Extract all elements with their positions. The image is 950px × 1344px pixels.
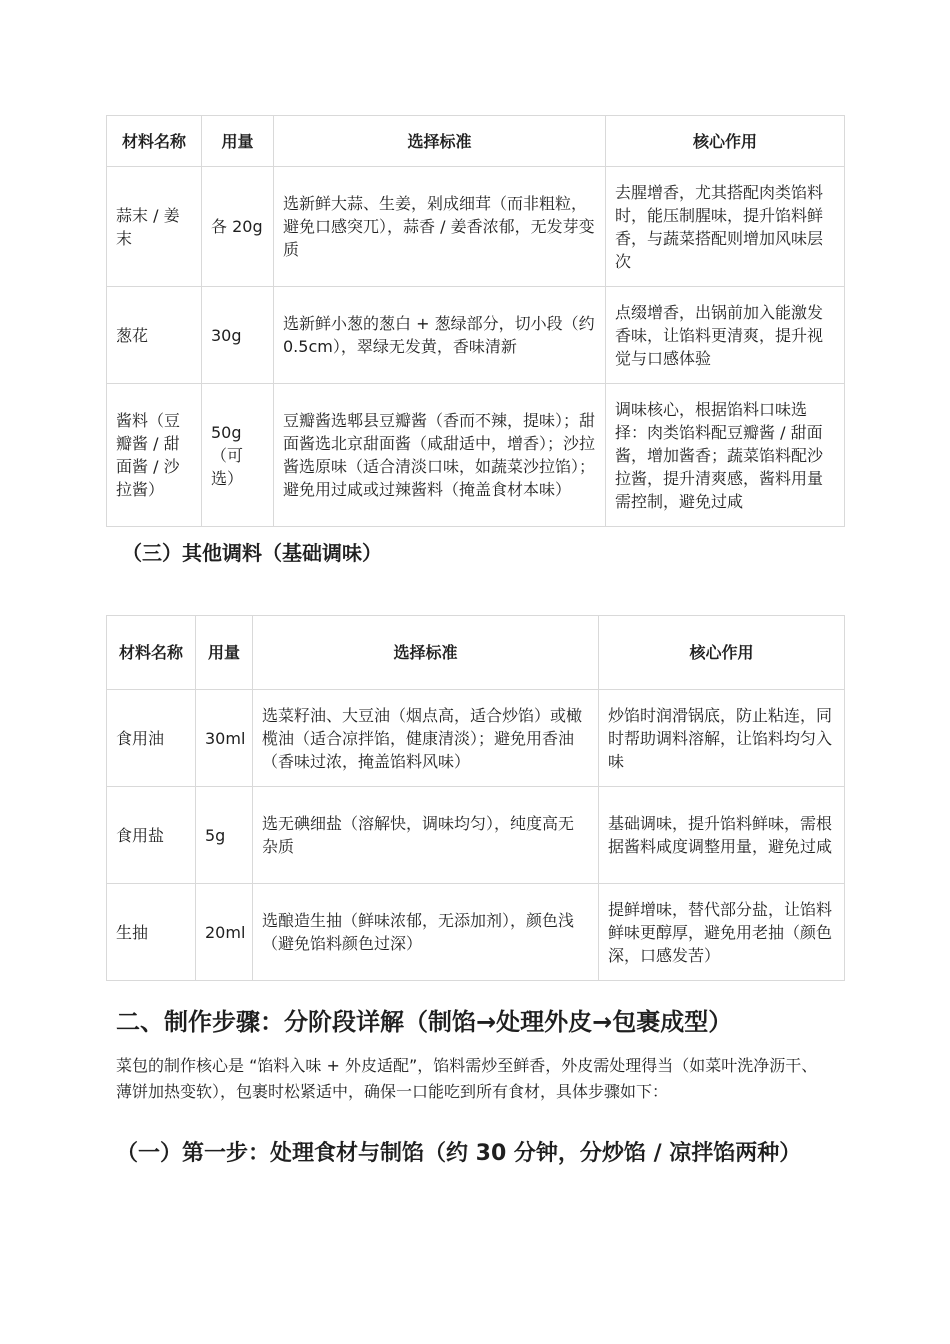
criteria-cell: 选无碘细盐（溶解快，调味均匀），纯度高无杂质 <box>253 787 599 884</box>
role-cell: 调味核心，根据馅料口味选择：肉类馅料配豆瓣酱 / 甜面酱，增加酱香；蔬菜馅料配沙拉酱，提升清爽感，酱料用量需控制，避免过咸 <box>606 384 845 527</box>
role-cell: 炒馅时润滑锅底，防止粘连，同时帮助调料溶解，让馅料均匀入味 <box>599 690 845 787</box>
amount-cell: 30g <box>202 287 274 384</box>
table-header-row <box>107 616 845 690</box>
amount-cell: 50g（可选） <box>202 384 274 527</box>
section-paragraph: 菜包的制作核心是 “馅料入味 + 外皮适配”，馅料需炒至鲜香，外皮需处理得当（如菜叶洗净沥干、薄饼加热变软），包裹时松紧适中，确保一口能吃到所有食材，具体步骤如下： <box>116 1056 818 1101</box>
table-row <box>107 287 845 384</box>
table-row <box>107 690 845 787</box>
amount-cell: 各 20g <box>202 167 274 287</box>
material-name-cell: 生抽 <box>107 884 196 981</box>
role-cell: 去腥增香，尤其搭配肉类馅料时，能压制腥味，提升馅料鲜香，与蔬菜搭配则增加风味层次 <box>606 167 845 287</box>
table-row <box>107 167 845 287</box>
criteria-cell: 选酿造生抽（鲜味浓郁，无添加剂），颜色浅（避免馅料颜色过深） <box>253 884 599 981</box>
table-row <box>107 884 845 981</box>
column-header: 用量 <box>202 116 274 167</box>
criteria-cell: 选新鲜大蒜、生姜，剁成细茸（而非粗粒，避免口感突兀），蒜香 / 姜香浓郁，无发芽变质 <box>274 167 606 287</box>
role-cell: 基础调味，提升馅料鲜味，需根据酱料咸度调整用量，避免过咸 <box>599 787 845 884</box>
column-header: 材料名称 <box>107 116 202 167</box>
criteria-cell: 选菜籽油、大豆油（烟点高，适合炒馅）或橄榄油（适合凉拌馅，健康清淡）；避免用香油（香味过浓，掩盖馅料风味） <box>253 690 599 787</box>
column-header: 用量 <box>196 616 253 690</box>
criteria-cell: 选新鲜小葱的葱白 + 葱绿部分，切小段（约 0.5cm），翠绿无发黄，香味清新 <box>274 287 606 384</box>
column-header: 选择标准 <box>253 616 599 690</box>
table-row <box>107 384 845 527</box>
material-name-cell: 蒜末 / 姜末 <box>107 167 202 287</box>
column-header: 核心作用 <box>606 116 845 167</box>
column-header: 选择标准 <box>274 116 606 167</box>
section-heading: （三）其他调料（基础调味） <box>122 541 382 565</box>
amount-cell: 5g <box>196 787 253 884</box>
amount-cell: 20ml <box>196 884 253 981</box>
material-name-cell: 葱花 <box>107 287 202 384</box>
section-heading: 二、制作步骤：分阶段详解（制馅→处理外皮→包裹成型） <box>116 1008 733 1036</box>
table-header-row <box>107 116 845 167</box>
role-cell: 点缀增香，出锅前加入能激发香味，让馅料更清爽，提升视觉与口感体验 <box>606 287 845 384</box>
seasoning-table-2 <box>106 615 845 981</box>
column-header: 材料名称 <box>107 616 196 690</box>
seasoning-table-1 <box>106 115 845 527</box>
material-name-cell: 食用油 <box>107 690 196 787</box>
material-name-cell: 食用盐 <box>107 787 196 884</box>
table-row <box>107 787 845 884</box>
amount-cell: 30ml <box>196 690 253 787</box>
step-heading: （一）第一步：处理食材与制馅（约 30 分钟，分炒馅 / 凉拌馅两种） <box>116 1141 802 1166</box>
criteria-cell: 豆瓣酱选郫县豆瓣酱（香而不辣，提味）；甜面酱选北京甜面酱（咸甜适中，增香）；沙拉酱选原味（适合清淡口味，如蔬菜沙拉馅）；避免用过咸或过辣酱料（掩盖食材本味） <box>274 384 606 527</box>
material-name-cell: 酱料（豆瓣酱 / 甜面酱 / 沙拉酱） <box>107 384 202 527</box>
role-cell: 提鲜增味，替代部分盐，让馅料鲜味更醇厚，避免用老抽（颜色深，口感发苦） <box>599 884 845 981</box>
column-header: 核心作用 <box>599 616 845 690</box>
